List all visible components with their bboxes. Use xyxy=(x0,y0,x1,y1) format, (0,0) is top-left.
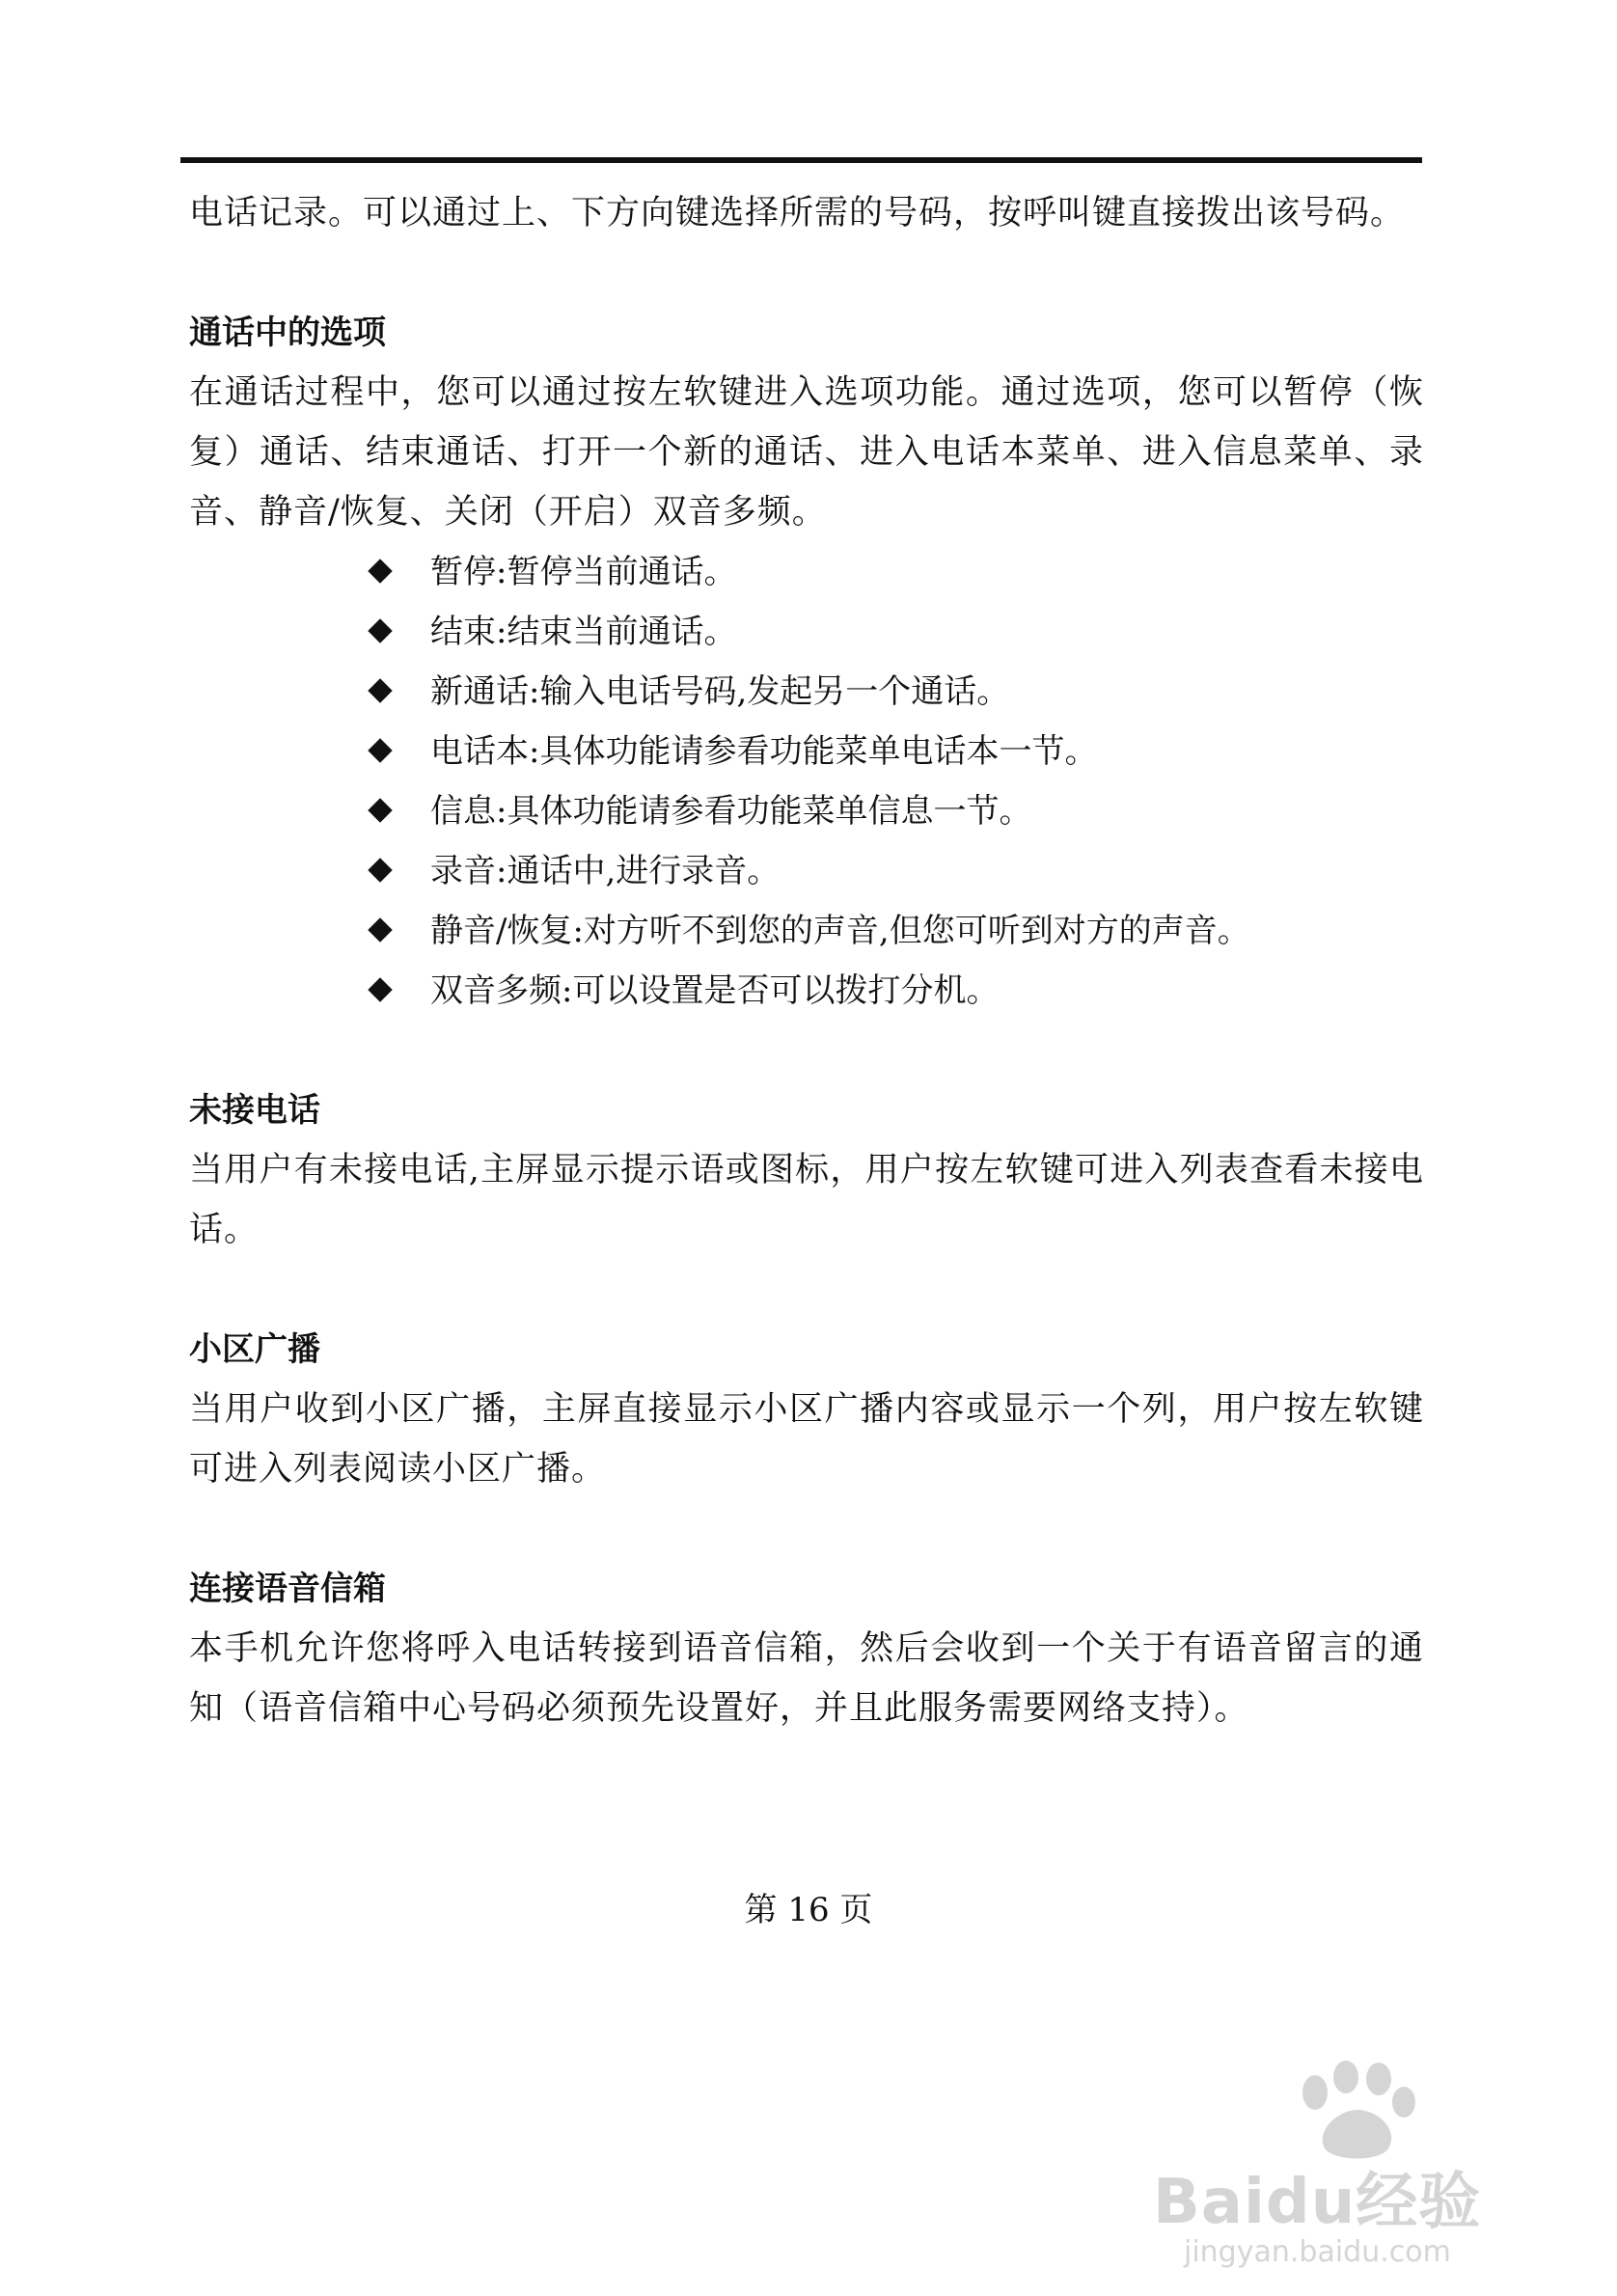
list-item-text: 新通话:输入电话号码,发起另一个通话。 xyxy=(430,672,1010,711)
baidu-jingyan-watermark xyxy=(1153,2060,1539,2272)
section-cell-broadcast xyxy=(189,1320,1424,1499)
options-list xyxy=(189,542,1424,1021)
header-rule xyxy=(180,157,1422,163)
section-paragraph: 当用户有未接电话,主屏显示提示语或图标，用户按左软键可进入列表查看未接电话。 xyxy=(189,1151,1424,1249)
diamond-bullet-icon xyxy=(368,738,392,762)
section-heading: 小区广播 xyxy=(189,1330,320,1369)
diamond-bullet-icon xyxy=(368,559,392,583)
section-paragraph: 当用户收到小区广播，主屏直接显示小区广播内容或显示一个列，用户按左软键可进入列表阅读小区广播。 xyxy=(189,1390,1424,1489)
diamond-bullet-icon xyxy=(368,678,392,702)
section-heading: 连接语音信箱 xyxy=(189,1570,386,1608)
list-item-text: 双音多频:可以设置是否可以拨打分机。 xyxy=(430,971,1000,1010)
diamond-bullet-icon xyxy=(368,977,392,1001)
section-heading: 未接电话 xyxy=(189,1091,320,1130)
list-item xyxy=(189,961,1424,1021)
watermark-logo-text: Baidu经验 xyxy=(1153,2167,1482,2238)
list-item xyxy=(189,662,1424,722)
diamond-bullet-icon xyxy=(368,618,392,642)
section-missed-calls xyxy=(189,1080,1424,1260)
list-item-text: 静音/恢复:对方听不到您的声音,但您可听到对方的声音。 xyxy=(430,912,1250,950)
list-item xyxy=(189,602,1424,662)
section-paragraph: 本手机允许您将呼入电话转接到语音信箱，然后会收到一个关于有语音留言的通知（语音信箱中心号码必须预先设置好，并且此服务需要网络支持）。 xyxy=(189,1629,1424,1728)
list-item xyxy=(189,841,1424,901)
diamond-bullet-icon xyxy=(368,917,392,942)
section-heading: 通话中的选项 xyxy=(189,314,386,352)
list-item-text: 电话本:具体功能请参看功能菜单电话本一节。 xyxy=(430,732,1098,771)
section-call-options xyxy=(189,303,1424,1021)
intro-paragraph: 电话记录。可以通过上、下方向键选择所需的号码，按呼叫键直接拨出该号码。 xyxy=(189,194,1406,232)
watermark-url: jingyan.baidu.com xyxy=(1184,2235,1451,2269)
list-item-text: 结束:结束当前通话。 xyxy=(430,613,737,651)
list-item-text: 暂停:暂停当前通话。 xyxy=(430,553,737,591)
diamond-bullet-icon xyxy=(368,798,392,822)
page-number: 第 16 页 xyxy=(744,1891,873,1929)
list-item xyxy=(189,542,1424,602)
list-item xyxy=(189,781,1424,841)
section-paragraph: 在通话过程中，您可以通过按左软键进入选项功能。通过选项，您可以暂停（恢复）通话、结束通话、打开一个新的通话、进入电话本菜单、进入信息菜单、录音、静音/恢复、关闭（开启）双音多频。 xyxy=(189,373,1424,532)
list-item-text: 录音:通话中,进行录音。 xyxy=(430,852,781,890)
section-voicemail xyxy=(189,1559,1424,1738)
list-item xyxy=(189,722,1424,781)
document-body xyxy=(189,183,1424,1738)
diamond-bullet-icon xyxy=(368,858,392,882)
list-item xyxy=(189,901,1424,961)
list-item-text: 信息:具体功能请参看功能菜单信息一节。 xyxy=(430,792,1032,831)
paw-logo-icon xyxy=(1276,2060,1431,2166)
